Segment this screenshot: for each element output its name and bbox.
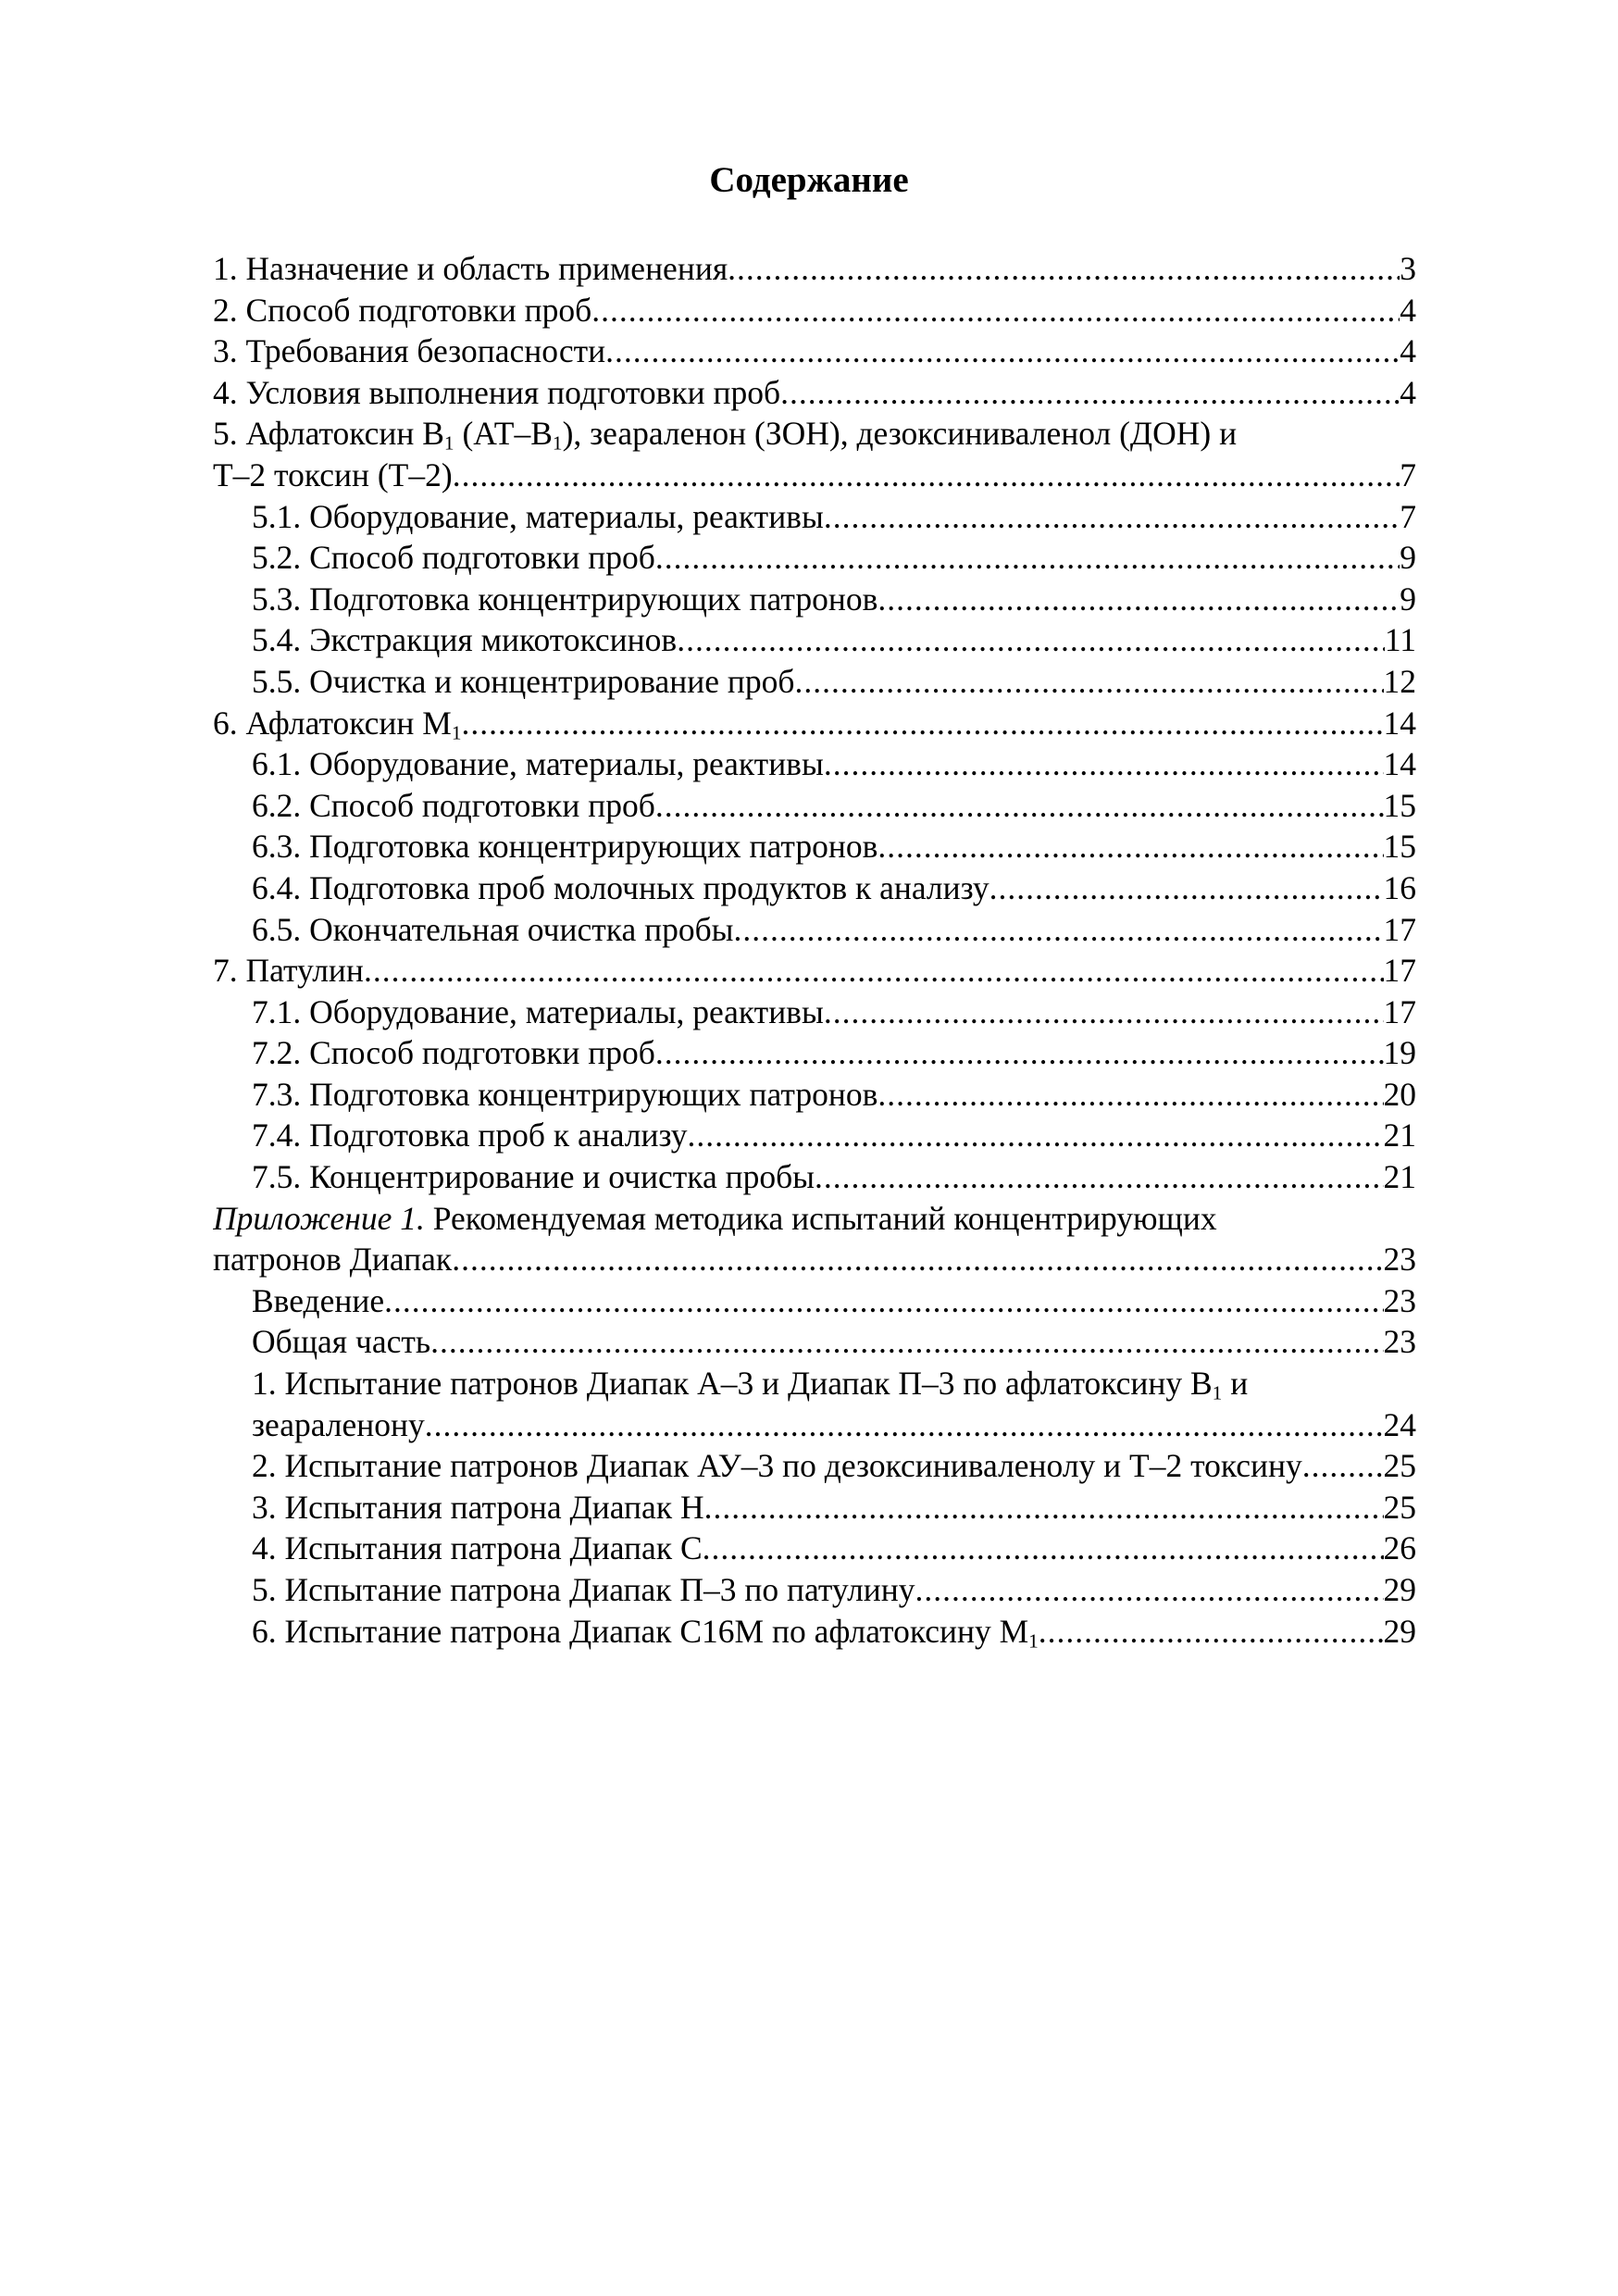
toc-page-number: 15 <box>1383 786 1416 824</box>
toc-page-number: 21 <box>1383 1158 1416 1196</box>
toc-page-number: 3 <box>1400 250 1416 287</box>
dot-leader <box>655 1032 1384 1074</box>
toc-entry-title-line2: патронов Диапак <box>213 1241 453 1279</box>
toc-entry-title: 6.4. Подготовка проб молочных продуктов к анализу <box>252 868 989 906</box>
toc-page-number: 23 <box>1383 1241 1416 1279</box>
toc-entry[interactable] <box>213 496 1416 538</box>
toc-page-number: 17 <box>1383 910 1416 948</box>
dot-leader <box>915 1569 1384 1611</box>
toc-entry[interactable] <box>213 1611 1416 1653</box>
dot-leader <box>591 290 1400 331</box>
toc-entry[interactable] <box>213 372 1416 414</box>
toc-entry-title-line2: зеараленону <box>252 1405 425 1443</box>
appendix-label: Приложение 1. <box>213 1199 425 1237</box>
toc-page-number: 7 <box>1400 497 1416 535</box>
dot-leader <box>877 579 1400 620</box>
toc-entry[interactable] <box>213 909 1416 951</box>
dot-leader <box>728 248 1400 290</box>
toc-entry[interactable] <box>213 743 1416 785</box>
dot-leader <box>688 1115 1384 1156</box>
toc-entry[interactable] <box>213 785 1416 827</box>
toc-entry[interactable] <box>213 950 1416 992</box>
dot-leader <box>452 1239 1383 1280</box>
dot-leader <box>794 661 1383 703</box>
toc-entry-title: Введение <box>252 1281 385 1319</box>
dot-leader <box>677 619 1385 661</box>
toc-entry[interactable] <box>213 290 1416 331</box>
toc-entry[interactable] <box>213 248 1416 290</box>
toc-entry-title: 7. Патулин <box>213 952 364 990</box>
dot-leader <box>877 826 1383 867</box>
toc-entry-title: 4. Испытания патрона Диапак С <box>252 1529 703 1567</box>
toc-entry[interactable] <box>213 661 1416 703</box>
toc-page-number: 12 <box>1383 662 1416 700</box>
dot-leader <box>989 867 1384 909</box>
toc-entry[interactable] <box>213 1156 1416 1198</box>
toc-entry-title: 6.5. Окончательная очистка пробы <box>252 910 734 948</box>
dot-leader <box>655 785 1384 827</box>
dot-leader <box>384 1280 1383 1322</box>
dot-leader <box>453 455 1400 496</box>
page-title: Содержание <box>709 160 909 200</box>
toc-entry[interactable] <box>213 1074 1416 1116</box>
toc-entry[interactable] <box>213 992 1416 1033</box>
table-of-contents <box>213 248 1416 1652</box>
dot-leader <box>655 537 1400 579</box>
dot-leader <box>605 331 1400 372</box>
toc-entry[interactable] <box>213 619 1416 661</box>
toc-page-number: 20 <box>1383 1075 1416 1113</box>
dot-leader <box>877 1074 1383 1116</box>
toc-page-number: 4 <box>1400 291 1416 329</box>
toc-entry-title: 5.5. Очистка и концентрирование проб <box>252 662 795 700</box>
toc-entry-title: 4. Условия выполнения подготовки проб <box>213 373 781 411</box>
toc-page-number: 23 <box>1383 1281 1416 1319</box>
toc-entry-title: 2. Способ подготовки проб <box>213 291 592 329</box>
toc-entry[interactable] <box>213 826 1416 867</box>
toc-page-number: 9 <box>1400 539 1416 577</box>
toc-page-number: 29 <box>1383 1571 1416 1608</box>
dot-leader <box>780 372 1400 414</box>
toc-entry-title: 6.2. Способ подготовки проб <box>252 786 655 824</box>
toc-entry[interactable] <box>213 1445 1416 1487</box>
toc-entry-title: 6.1. Оборудование, материалы, реактивы <box>252 745 824 783</box>
toc-page-number: 7 <box>1400 455 1416 493</box>
toc-entry-title-line1: 5. Афлатоксин $В_1$ $(АТ-В_1)$, зеараленон (ЗОН), дезоксиниваленол (ДОН) и <box>213 415 1238 455</box>
toc-entry[interactable] <box>213 1321 1416 1363</box>
toc-entry[interactable] <box>213 1198 1416 1280</box>
toc-page-number: 15 <box>1383 828 1416 866</box>
toc-entry-title-line1: 1. Испытание патронов Диапак А–3 и Диапак П–3 по афлатоксину $В_1$ и <box>252 1365 1249 1404</box>
toc-entry-title: 7.2. Способ подготовки проб <box>252 1034 655 1072</box>
toc-page-number: 26 <box>1383 1529 1416 1567</box>
dot-leader <box>734 909 1384 951</box>
toc-entry[interactable] <box>213 1487 1416 1529</box>
toc-entry-title: 5.1. Оборудование, материалы, реактивы <box>252 497 824 535</box>
toc-entry-title: 5. Испытание патрона Диапак П–3 по патулину <box>252 1571 915 1608</box>
toc-entry[interactable] <box>213 1528 1416 1569</box>
toc-entry-title: 3. Испытания патрона Диапак Н <box>252 1488 704 1526</box>
toc-entry-title: 5.4. Экстракция микотоксинов <box>252 621 678 659</box>
toc-page-number: 29 <box>1383 1612 1416 1650</box>
toc-entry[interactable] <box>213 1115 1416 1156</box>
toc-entry-title: 6.3. Подготовка концентрирующих патронов <box>252 828 878 866</box>
toc-entry[interactable] <box>213 413 1416 495</box>
dot-leader <box>364 950 1384 992</box>
toc-page-number: 17 <box>1383 952 1416 990</box>
toc-entry[interactable] <box>213 537 1416 579</box>
toc-entry-title: 5.3. Подготовка концентрирующих патронов <box>252 580 878 618</box>
dot-leader <box>815 1156 1384 1198</box>
dot-leader <box>824 743 1384 785</box>
toc-entry-title: 7.1. Оборудование, материалы, реактивы <box>252 992 824 1030</box>
toc-entry[interactable] <box>213 579 1416 620</box>
toc-entry-title: 5.2. Способ подготовки проб <box>252 539 655 577</box>
toc-entry-title: 1. Назначение и область применения <box>213 250 728 287</box>
toc-page-number: 25 <box>1383 1447 1416 1485</box>
dot-leader <box>703 1528 1384 1569</box>
toc-entry-title-line2: Т–2 токсин (Т–2) <box>213 455 453 493</box>
dot-leader <box>425 1404 1384 1446</box>
toc-entry[interactable] <box>213 1363 1416 1445</box>
toc-entry[interactable] <box>213 1569 1416 1611</box>
toc-entry-title: 2. Испытание патронов Диапак АУ–3 по дезоксиниваленолу и Т–2 токсину <box>252 1447 1302 1485</box>
toc-page-number: 19 <box>1383 1034 1416 1072</box>
toc-page-number: 17 <box>1383 992 1416 1030</box>
toc-page-number: 16 <box>1383 868 1416 906</box>
toc-page-number: 11 <box>1384 621 1416 659</box>
toc-entry[interactable] <box>213 1280 1416 1322</box>
toc-entry-title: 6. Афлатоксин $М_1$ <box>213 704 462 743</box>
toc-entry-title: 3. Требования безопасности <box>213 332 606 370</box>
toc-page-number: 23 <box>1383 1323 1416 1361</box>
toc-entry[interactable] <box>213 1032 1416 1074</box>
toc-page-number: 4 <box>1400 332 1416 370</box>
toc-page-number: 14 <box>1383 745 1416 783</box>
toc-entry-title-line1: Приложение 1. Рекомендуемая методика испытаний концентрирующих <box>213 1199 1217 1237</box>
toc-entry-title: 6. Испытание патрона Диапак С16М по афлатоксину $М_1$ <box>252 1612 1039 1652</box>
dot-leader <box>824 496 1400 538</box>
dot-leader <box>1039 1611 1384 1653</box>
toc-entry-title: 7.3. Подготовка концентрирующих патронов <box>252 1075 878 1113</box>
toc-entry[interactable] <box>213 867 1416 909</box>
dot-leader <box>430 1321 1383 1363</box>
toc-page-number: 25 <box>1383 1488 1416 1526</box>
dot-leader <box>704 1487 1384 1529</box>
toc-page-number: 24 <box>1383 1405 1416 1443</box>
toc-entry-title: 7.5. Концентрирование и очистка пробы <box>252 1158 815 1196</box>
toc-entry[interactable] <box>213 331 1416 372</box>
toc-entry-title: 7.4. Подготовка проб к анализу <box>252 1117 688 1154</box>
toc-page-number: 14 <box>1383 704 1416 742</box>
toc-entry[interactable] <box>213 703 1416 744</box>
dot-leader <box>461 703 1383 744</box>
toc-page-number: 4 <box>1400 373 1416 411</box>
dot-leader <box>824 992 1384 1033</box>
toc-page-number: 9 <box>1400 580 1416 618</box>
dot-leader <box>1302 1445 1384 1487</box>
toc-entry-title: Общая часть <box>252 1323 431 1361</box>
toc-page-number: 21 <box>1383 1117 1416 1154</box>
